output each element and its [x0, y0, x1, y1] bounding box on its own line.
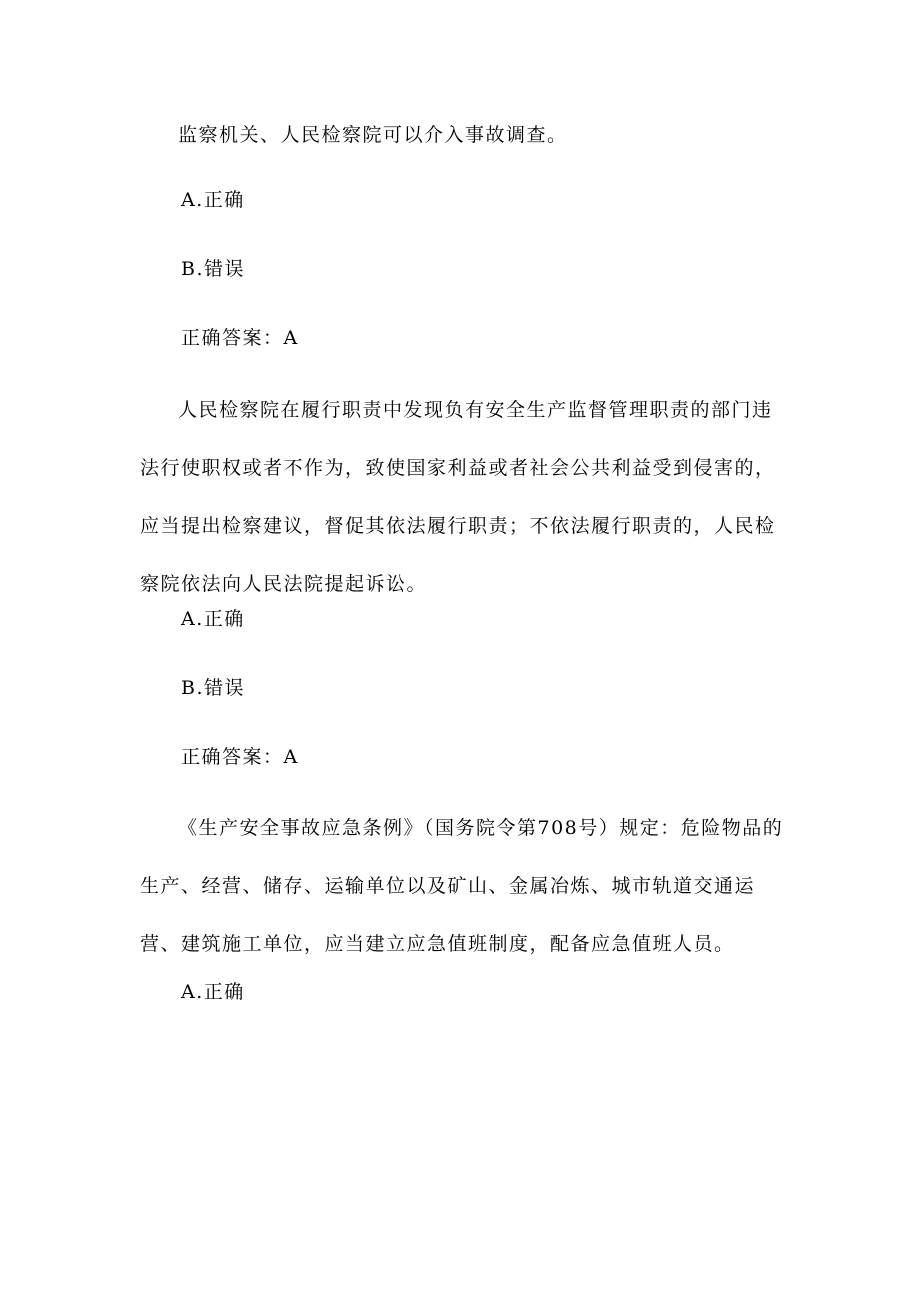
- question-1-option-a: A.正确: [181, 189, 245, 211]
- question-1-answer: 正确答案：A: [181, 327, 299, 349]
- question-2-option-a: A.正确: [181, 608, 245, 630]
- question-2-text: 人民检察院在履行职责中发现负有安全生产监督管理职责的部门违法行使职权或者不作为，致使国家利益或者社会公共利益受到侵害的，应当提出检察建议，督促其依法履行职责；不依法履行职责的，人民检察院依法向人民法院提起诉讼。: [140, 399, 776, 595]
- question-2-option-b: B.错误: [181, 677, 246, 699]
- question-1-text: 监察机关、人民检察院可以介入事故调查。: [178, 124, 568, 146]
- question-3-text: 《生产安全事故应急条例》（国务院令第708号）规定：危险物品的生产、经营、储存、运输单位以及矿山、金属冶炼、城市轨道交通运营、建筑施工单位，应当建立应急值班制度，配备应急值班人员。: [140, 817, 784, 955]
- question-3-option-a: A.正确: [181, 981, 245, 1003]
- question-1-option-b: B.错误: [181, 258, 246, 280]
- question-2-answer: 正确答案：A: [181, 746, 299, 768]
